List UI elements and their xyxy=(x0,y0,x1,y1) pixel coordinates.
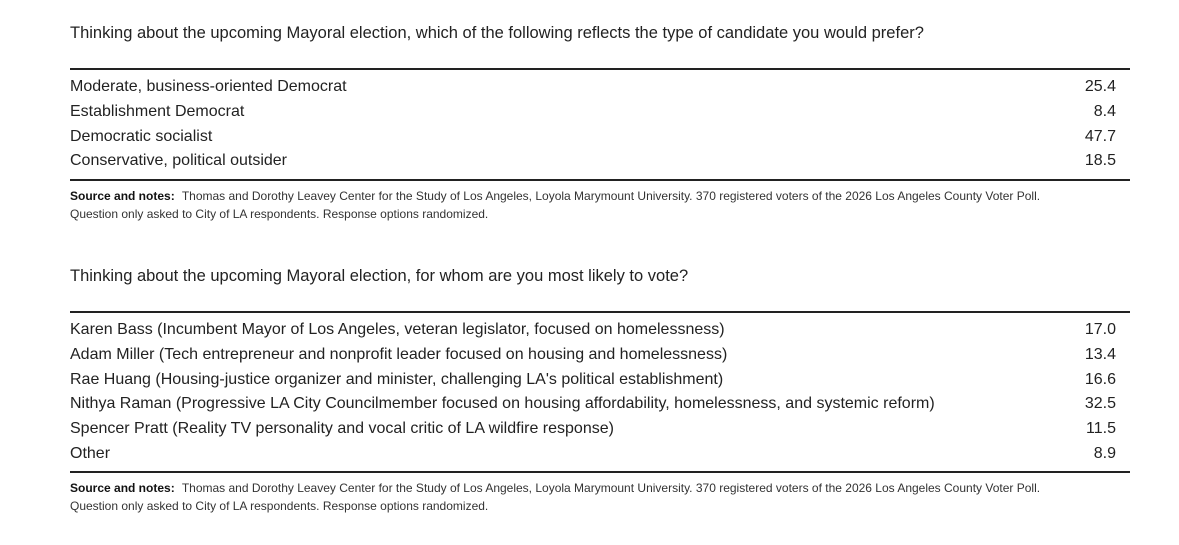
row-value: 47.7 xyxy=(1084,127,1116,145)
row-label: Spencer Pratt (Reality TV personality and vocal critic of LA wildfire response) xyxy=(70,420,614,438)
table-row xyxy=(70,75,1130,100)
table-bottom-rule xyxy=(70,179,1130,181)
row-label: Other xyxy=(70,444,111,462)
question-title: Thinking about the upcoming Mayoral election, for whom are you most likely to vote? xyxy=(70,267,689,285)
table-row xyxy=(70,392,1130,417)
candidate-type-table xyxy=(70,20,1130,223)
table-body xyxy=(70,70,1130,179)
row-value: 8.9 xyxy=(1093,444,1116,462)
row-label: Karen Bass (Incumbent Mayor of Los Angeles, veteran legislator, focused on homelessness) xyxy=(70,321,725,339)
table-row xyxy=(70,367,1130,392)
row-label: Democratic socialist xyxy=(70,127,213,145)
table-row xyxy=(70,441,1130,466)
row-value: 11.5 xyxy=(1086,420,1116,438)
vote-intention-table xyxy=(70,263,1130,515)
question-title: Thinking about the upcoming Mayoral election, which of the following reflects the type of candidate you would prefer? xyxy=(70,24,924,42)
source-notes xyxy=(70,479,1130,515)
table-row xyxy=(70,417,1130,442)
table-row xyxy=(70,318,1130,343)
row-value: 25.4 xyxy=(1084,78,1116,96)
row-value: 13.4 xyxy=(1084,346,1116,364)
row-value: 18.5 xyxy=(1084,152,1116,170)
source-notes-text: Thomas and Dorothy Leavey Center for the Study of Los Angeles, Loyola Marymount University. 370 registered voters of the 2026 Los Angeles County Voter Poll. xyxy=(181,481,1041,496)
row-label: Moderate, business-oriented Democrat xyxy=(70,78,347,96)
source-notes-label: Source and notes: xyxy=(70,188,175,203)
table-row xyxy=(70,124,1130,149)
source-notes-label: Source and notes: xyxy=(70,481,175,496)
row-label: Nithya Raman (Progressive LA City Councilmember focused on housing affordability, homelessness, and systemic reform) xyxy=(70,395,935,413)
row-label: Conservative, political outsider xyxy=(70,152,287,170)
table-bottom-rule xyxy=(70,471,1130,473)
row-value: 32.5 xyxy=(1084,395,1116,413)
row-value: 16.6 xyxy=(1084,370,1116,388)
row-label: Establishment Democrat xyxy=(70,103,245,121)
table-body xyxy=(70,313,1130,471)
table-row xyxy=(70,343,1130,368)
source-notes-line-2: Question only asked to City of LA respondents. Response options randomized. xyxy=(70,499,489,514)
source-notes-line-2: Question only asked to City of LA respondents. Response options randomized. xyxy=(70,206,489,221)
row-label: Rae Huang (Housing-justice organizer and minister, challenging LA's political establishment) xyxy=(70,370,724,388)
row-value: 17.0 xyxy=(1084,321,1116,339)
row-label: Adam Miller (Tech entrepreneur and nonprofit leader focused on housing and homelessness) xyxy=(70,346,728,364)
row-value: 8.4 xyxy=(1093,103,1116,121)
table-row xyxy=(70,100,1130,125)
source-notes xyxy=(70,187,1130,223)
source-notes-line-1 xyxy=(70,187,1130,205)
table-row xyxy=(70,149,1130,174)
source-notes-text: Thomas and Dorothy Leavey Center for the Study of Los Angeles, Loyola Marymount University. 370 registered voters of the 2026 Los Angeles County Voter Poll. xyxy=(181,188,1041,203)
source-notes-line-1 xyxy=(70,479,1130,497)
